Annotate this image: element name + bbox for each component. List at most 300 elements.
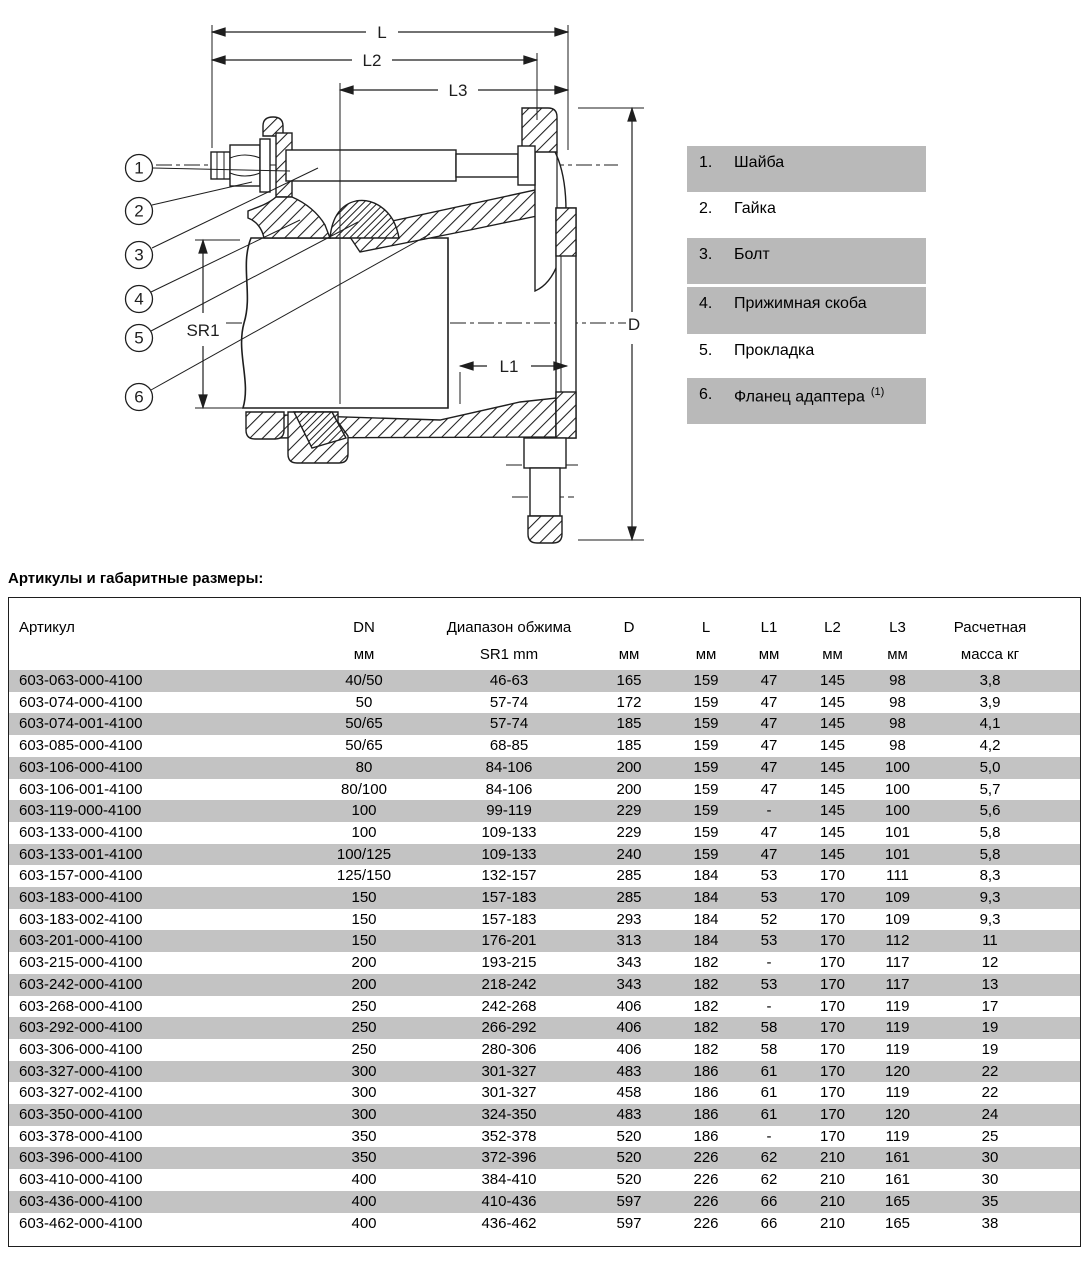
flange-stem-upper: [524, 438, 566, 468]
table-cell: 50/65: [294, 713, 434, 735]
table-cell: 30: [930, 1147, 1050, 1169]
table-cell: 226: [693, 1171, 719, 1189]
table-cell: 603-268-000-4100: [19, 997, 143, 1015]
table-cell: 47: [738, 844, 800, 866]
table-cell: 53: [738, 887, 800, 909]
table-cell: 603-242-000-4100: [9, 974, 294, 996]
table-cell: 161: [865, 1147, 930, 1169]
table-cell: 47: [760, 780, 778, 798]
table-cell: 145: [819, 780, 846, 798]
table-cell: 9,3: [979, 910, 1001, 928]
table-row: [9, 1213, 1080, 1235]
table-cell: 406: [616, 997, 642, 1015]
table-cell: 4,2: [979, 737, 1001, 755]
column-header: мм: [353, 645, 375, 663]
table-cell: 145: [819, 737, 846, 755]
clamp-bracket: [248, 197, 330, 238]
table-cell: 186: [693, 1084, 719, 1102]
table-cell: 3,8: [930, 670, 1050, 692]
parts-legend: [687, 146, 926, 424]
table-cell: 603-085-000-4100: [19, 737, 143, 755]
column-header: мм: [822, 645, 843, 663]
table-cell: 436-462: [481, 1214, 537, 1232]
table-cell: 293: [616, 910, 642, 928]
table-cell: 5,6: [930, 800, 1050, 822]
callout-6: [126, 384, 153, 411]
table-cell: 145: [800, 800, 865, 822]
bolt-thread-stub: [211, 152, 230, 179]
table-cell: 150: [351, 910, 377, 928]
table-cell: 159: [674, 757, 738, 779]
table-cell: 603-410-000-4100: [19, 1171, 143, 1189]
table-cell: 100: [865, 757, 930, 779]
table-cell: 410-436: [434, 1191, 584, 1213]
table-cell: 24: [930, 1104, 1050, 1126]
legend-item-label: Гайка: [734, 200, 776, 217]
spacer-cell: [1050, 692, 1080, 714]
table-cell: 47: [738, 670, 800, 692]
table-cell: 101: [884, 823, 911, 841]
table-cell: 603-183-000-4100: [9, 887, 294, 909]
table-cell: 47: [760, 693, 778, 711]
table-cell: 170: [819, 997, 846, 1015]
spacer-cell: [1050, 1169, 1080, 1191]
table-cell: 300: [351, 1084, 377, 1102]
table-row: [9, 822, 1080, 844]
spacer-cell: [1050, 1082, 1080, 1104]
table-cell: 117: [885, 954, 910, 972]
table-cell: 200: [294, 974, 434, 996]
table-cell: 182: [674, 1017, 738, 1039]
table-cell: 603-350-000-4100: [9, 1104, 294, 1126]
table-cell: 159: [674, 670, 738, 692]
table-cell: 47: [760, 737, 778, 755]
table-cell: 603-157-000-4100: [19, 867, 143, 885]
table-cell: 157-183: [481, 910, 537, 928]
legend-item-number: 3.: [699, 246, 713, 263]
table-cell: 200: [584, 757, 674, 779]
table-cell: 112: [865, 930, 930, 952]
table-cell: 250: [294, 1017, 434, 1039]
table-cell: 406: [584, 1017, 674, 1039]
flange-plate-section-top: [556, 208, 576, 256]
spacer-cell: [1050, 930, 1080, 952]
spacer-cell: [1050, 996, 1080, 1018]
table-cell: 5,0: [930, 757, 1050, 779]
table-cell: 53: [738, 974, 800, 996]
table-row: [9, 1039, 1080, 1061]
table-header-row: [9, 638, 1080, 670]
table-row: [9, 735, 1080, 757]
table-cell: 47: [760, 823, 778, 841]
table-cell: 520: [616, 1127, 642, 1145]
legend-item-label: Фланец адаптера $^{(1)}$: [734, 386, 885, 406]
table-row: [9, 1126, 1080, 1148]
table-cell: 157-183: [434, 887, 584, 909]
table-cell: 603-462-000-4100: [19, 1214, 143, 1232]
table-cell: 184: [693, 910, 719, 928]
bolt-shank: [456, 154, 518, 177]
table-cell: 125/150: [336, 867, 392, 885]
table-cell: 200: [616, 780, 642, 798]
table-cell: 119: [885, 1040, 910, 1058]
dim-label-L3: L3: [448, 81, 468, 100]
column-header: Диапазон обжима: [446, 619, 572, 636]
spacer-cell: [1050, 1126, 1080, 1148]
table-cell: 109: [865, 887, 930, 909]
dims-table-body: [9, 670, 1080, 1234]
table-cell: 132-157: [481, 867, 537, 885]
table-cell: 46-63: [434, 670, 584, 692]
callout-bubbles: [126, 155, 153, 411]
table-cell: 52: [760, 910, 778, 928]
table-row: [9, 692, 1080, 714]
table-cell: 57-74: [489, 693, 529, 711]
dim-label-SR1: SR1: [186, 321, 220, 340]
table-cell: 100: [294, 800, 434, 822]
spacer-cell: [1050, 713, 1080, 735]
table-row: [9, 713, 1080, 735]
table-cell: 109-133: [434, 844, 584, 866]
table-cell: 4,1: [930, 713, 1050, 735]
flange-stem-lower: [530, 468, 560, 516]
column-header: L2: [824, 619, 841, 636]
table-cell: 22: [981, 1084, 999, 1102]
callout-4: [126, 286, 153, 313]
table-cell: 66: [738, 1191, 800, 1213]
table-cell: 603-306-000-4100: [19, 1040, 143, 1058]
table-cell: 226: [693, 1214, 719, 1232]
spacer-cell: [1050, 757, 1080, 779]
table-cell: 384-410: [481, 1171, 537, 1189]
table-cell: 170: [800, 1017, 865, 1039]
dim-label-L1: L1: [499, 357, 519, 376]
table-cell: 186: [674, 1104, 738, 1126]
table-cell: 603-396-000-4100: [9, 1147, 294, 1169]
legend-item-5: [687, 334, 926, 378]
table-cell: 350: [351, 1127, 377, 1145]
table-cell: 603-074-001-4100: [9, 713, 294, 735]
table-cell: 182: [674, 974, 738, 996]
table-cell: 84-106: [485, 780, 533, 798]
table-cell: 68-85: [489, 737, 529, 755]
table-cell: 119: [885, 1084, 910, 1102]
table-cell: 186: [693, 1127, 719, 1145]
table-cell: 218-242: [434, 974, 584, 996]
callout-1: [126, 155, 153, 182]
table-cell: 240: [584, 844, 674, 866]
table-row: [9, 1147, 1080, 1169]
table-cell: 57-74: [434, 713, 584, 735]
table-cell: 61: [738, 1061, 800, 1083]
table-cell: 66: [760, 1214, 778, 1232]
table-title: Артикулы и габаритные размеры:: [8, 570, 264, 587]
table-cell: 98: [889, 693, 906, 711]
table-cell: 98: [865, 670, 930, 692]
table-cell: 301-327: [434, 1061, 584, 1083]
table-cell: 19: [981, 1040, 999, 1058]
table-cell: 300: [294, 1061, 434, 1083]
table-cell: 597: [616, 1214, 642, 1232]
spacer-cell: [1050, 1039, 1080, 1061]
column-header: SR1 mm: [479, 645, 539, 663]
spacer-cell: [1050, 974, 1080, 996]
table-row: [9, 1169, 1080, 1191]
table-cell: 159: [693, 737, 719, 755]
spacer-cell: [1050, 800, 1080, 822]
table-cell: 182: [693, 997, 719, 1015]
table-cell: 150: [294, 887, 434, 909]
table-cell: 603-133-001-4100: [9, 844, 294, 866]
table-cell: 184: [693, 867, 719, 885]
table-cell: 100: [351, 823, 377, 841]
table-cell: 50: [355, 693, 373, 711]
table-cell: 5,7: [979, 780, 1001, 798]
table-cell: 352-378: [481, 1127, 537, 1145]
table-cell: 603-327-002-4100: [19, 1084, 143, 1102]
table-cell: 145: [800, 844, 865, 866]
table-cell: 250: [351, 997, 377, 1015]
table-cell: 186: [674, 1061, 738, 1083]
legend-item-number: 2.: [699, 200, 713, 217]
table-cell: 12: [981, 954, 999, 972]
callout-3: [126, 242, 153, 269]
table-cell: 406: [616, 1040, 642, 1058]
table-cell: 603-292-000-4100: [9, 1017, 294, 1039]
legend-footnote-ref: (1): [870, 386, 885, 398]
legend-item-label: Прижимная скоба: [734, 295, 867, 312]
washer: [260, 139, 270, 192]
table-row: [9, 952, 1080, 974]
table-cell: 61: [760, 1084, 778, 1102]
column-header: мм: [695, 645, 717, 663]
legend-item-2: [687, 192, 926, 238]
table-cell: 603-119-000-4100: [9, 800, 294, 822]
table-row: [9, 1082, 1080, 1104]
column-header: L: [701, 619, 711, 636]
table-row: [9, 757, 1080, 779]
column-header: Расчетная: [953, 619, 1027, 636]
spacer-cell: [1050, 844, 1080, 866]
table-cell: 159: [674, 713, 738, 735]
table-cell: 285: [584, 887, 674, 909]
table-cell: 40/50: [294, 670, 434, 692]
dim-label-L: L: [377, 23, 387, 42]
column-header: L3: [889, 619, 906, 636]
table-cell: 47: [738, 757, 800, 779]
table-cell: 25: [981, 1127, 999, 1145]
column-header: DN: [353, 619, 375, 636]
legend-item-6: [687, 378, 926, 424]
dim-label-D: D: [627, 315, 641, 334]
table-row: [9, 779, 1080, 801]
bolt-assembly: [211, 139, 535, 192]
legend-item-4: [687, 287, 926, 334]
table-cell: 80/100: [341, 780, 387, 798]
table-cell: 603-106-000-4100: [9, 757, 294, 779]
spacer-cell: [1050, 670, 1080, 692]
legend-item-label: Болт: [734, 246, 770, 263]
column-header: [9, 638, 294, 670]
table-cell: 170: [800, 930, 865, 952]
table-cell: 400: [351, 1171, 377, 1189]
table-cell: 400: [351, 1214, 377, 1232]
table-header-row: [9, 598, 1080, 638]
table-cell: 159: [693, 780, 719, 798]
table-cell: 520: [616, 1171, 642, 1189]
table-row: [9, 974, 1080, 996]
flange-plate-section-bottom: [556, 392, 576, 438]
table-cell: 170: [800, 1061, 865, 1083]
table-cell: 343: [584, 974, 674, 996]
table-cell: 62: [738, 1147, 800, 1169]
bolt-end-plate: [518, 146, 535, 185]
table-cell: 100: [884, 780, 911, 798]
table-cell: 159: [693, 823, 719, 841]
table-cell: 170: [819, 1084, 846, 1102]
table-cell: 280-306: [481, 1040, 537, 1058]
table-cell: 159: [674, 844, 738, 866]
legend-item-number: 6.: [699, 386, 713, 403]
legend-item-1: [687, 146, 926, 192]
spacer-cell: [1050, 779, 1080, 801]
callout-number: 1: [134, 158, 144, 178]
table-cell: 603-436-000-4100: [9, 1191, 294, 1213]
spacer-cell: [1050, 638, 1080, 670]
table-cell: 109: [884, 910, 911, 928]
column-header: мм: [758, 645, 780, 663]
table-cell: 170: [800, 887, 865, 909]
callout-number: 5: [134, 328, 144, 348]
table-cell: 22: [930, 1061, 1050, 1083]
table-cell: 170: [819, 954, 846, 972]
legend-item-number: 5.: [699, 342, 713, 359]
table-cell: 324-350: [434, 1104, 584, 1126]
table-cell: -: [738, 800, 800, 822]
table-cell: 372-396: [434, 1147, 584, 1169]
legend-item-number: 1.: [699, 154, 713, 171]
table-cell: 145: [800, 670, 865, 692]
table-cell: 117: [865, 974, 930, 996]
table-cell: 343: [616, 954, 642, 972]
spacer-cell: [1050, 865, 1080, 887]
table-row: [9, 1191, 1080, 1213]
table-cell: 47: [738, 713, 800, 735]
callout-number: 3: [134, 245, 144, 265]
table-cell: 161: [884, 1171, 911, 1189]
callout-number: 2: [134, 201, 144, 221]
table-cell: 30: [981, 1171, 999, 1189]
table-cell: 170: [819, 1127, 846, 1145]
bolt-threaded-shaft: [286, 150, 456, 181]
table-cell: 62: [760, 1171, 778, 1189]
table-row: [9, 996, 1080, 1018]
spacer-cell: [1050, 1191, 1080, 1213]
table-row: [9, 1104, 1080, 1126]
callout-number: 6: [134, 387, 144, 407]
table-cell: 185: [616, 737, 642, 755]
legend-item-number: 4.: [699, 295, 713, 312]
callout-5: [126, 325, 153, 352]
table-cell: 603-106-001-4100: [19, 780, 143, 798]
legend-item-3: [687, 238, 926, 284]
table-cell: 483: [584, 1061, 674, 1083]
spacer-cell: [1050, 822, 1080, 844]
table-cell: 13: [930, 974, 1050, 996]
table-cell: 145: [800, 757, 865, 779]
table-cell: 19: [930, 1017, 1050, 1039]
technical-drawing: [0, 0, 690, 572]
table-cell: 159: [693, 693, 719, 711]
table-cell: 250: [351, 1040, 377, 1058]
table-cell: 58: [760, 1040, 778, 1058]
table-cell: 145: [819, 693, 846, 711]
callout-2: [126, 198, 153, 225]
table-cell: 53: [760, 867, 778, 885]
table-cell: 98: [865, 713, 930, 735]
table-cell: 80: [294, 757, 434, 779]
table-cell: 165: [865, 1191, 930, 1213]
spacer-cell: [1050, 887, 1080, 909]
table-cell: 170: [800, 974, 865, 996]
table-row: [9, 800, 1080, 822]
table-cell: 145: [800, 713, 865, 735]
table-cell: 301-327: [481, 1084, 537, 1102]
column-header: мм: [887, 645, 908, 663]
table-cell: 58: [738, 1017, 800, 1039]
table-cell: 300: [294, 1104, 434, 1126]
table-cell: 100: [865, 800, 930, 822]
column-header: мм: [618, 645, 640, 663]
table-row: [9, 1061, 1080, 1083]
table-row: [9, 909, 1080, 931]
table-cell: 170: [819, 1040, 846, 1058]
table-cell: 210: [819, 1214, 846, 1232]
table-cell: 520: [584, 1147, 674, 1169]
table-cell: 165: [884, 1214, 911, 1232]
spacer-cell: [1050, 1147, 1080, 1169]
column-header: масса кг: [960, 645, 1020, 663]
table-cell: 266-292: [434, 1017, 584, 1039]
table-cell: 53: [738, 930, 800, 952]
table-cell: 170: [800, 1104, 865, 1126]
callout-number: 4: [134, 289, 144, 309]
table-header: [9, 598, 1080, 670]
table-cell: 483: [584, 1104, 674, 1126]
table-cell: 159: [674, 800, 738, 822]
table-cell: 603-327-000-4100: [9, 1061, 294, 1083]
table-cell: 17: [981, 997, 999, 1015]
table-cell: 176-201: [434, 930, 584, 952]
table-cell: 109-133: [481, 823, 537, 841]
table-cell: 200: [351, 954, 377, 972]
table-cell: 313: [584, 930, 674, 952]
spacer-cell: [1050, 1104, 1080, 1126]
table-cell: 226: [674, 1147, 738, 1169]
hex-nut: [230, 145, 260, 186]
pipe: [242, 238, 448, 408]
table-cell: 210: [819, 1171, 846, 1189]
table-cell: 603-183-002-4100: [19, 910, 143, 928]
table-cell: 11: [930, 930, 1050, 952]
table-cell: 120: [865, 1061, 930, 1083]
table-cell: 185: [584, 713, 674, 735]
column-header: Артикул: [19, 619, 75, 636]
table-row: [9, 844, 1080, 866]
table-cell: -: [766, 954, 772, 972]
table-row: [9, 865, 1080, 887]
flange-bottom-lug: [528, 516, 562, 543]
